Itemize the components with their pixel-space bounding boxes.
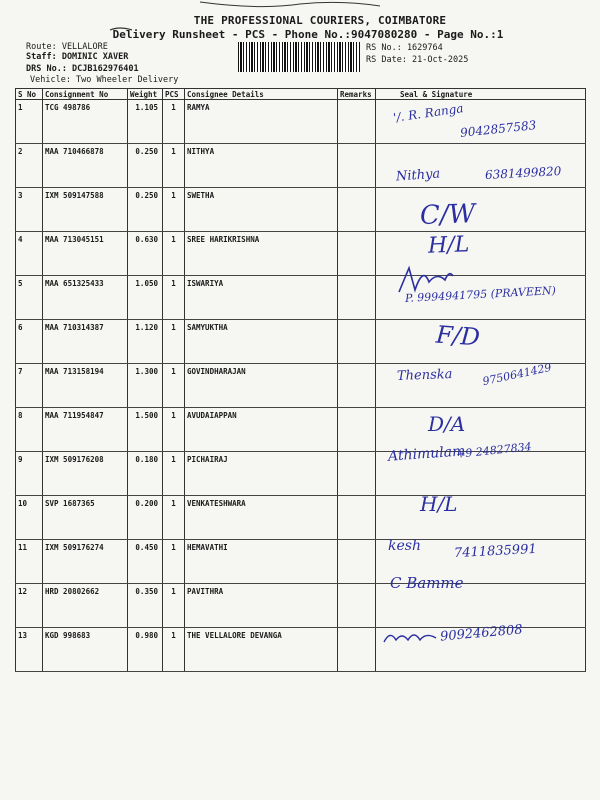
cell-signature [376, 496, 586, 540]
cell-weight: 0.450 [128, 540, 163, 584]
cell-pcs: 1 [163, 408, 185, 452]
cell-sno: 1 [16, 100, 43, 144]
cell-sno: 11 [16, 540, 43, 584]
cell-consignee: ISWARIYA [185, 276, 338, 320]
cell-sno: 7 [16, 364, 43, 408]
cell-remarks [338, 364, 376, 408]
cell-weight: 1.120 [128, 320, 163, 364]
table-row [16, 364, 586, 408]
cell-signature [376, 320, 586, 364]
cell-pcs: 1 [163, 364, 185, 408]
cell-sno: 13 [16, 628, 43, 672]
cell-pcs: 1 [163, 188, 185, 232]
cell-remarks [338, 540, 376, 584]
cell-weight: 1.105 [128, 100, 163, 144]
table-row [16, 144, 586, 188]
cell-consignment: HRD 20802662 [43, 584, 128, 628]
staff-label: Staff: DOMINIC XAVER [26, 52, 129, 62]
cell-remarks [338, 232, 376, 276]
cell-consignee: SWETHA [185, 188, 338, 232]
table-row [16, 496, 586, 540]
cell-signature [376, 188, 586, 232]
cell-signature [376, 452, 586, 496]
cell-sno: 9 [16, 452, 43, 496]
cell-remarks [338, 584, 376, 628]
cell-pcs: 1 [163, 628, 185, 672]
table-row [16, 584, 586, 628]
cell-consignee: NITHYA [185, 144, 338, 188]
cell-consignee: PAVITHRA [185, 584, 338, 628]
mark-harikrishna: H/L [427, 232, 470, 259]
table-row [16, 408, 586, 452]
runsheet-table [15, 88, 586, 672]
phone-ramya: 9042857583 [459, 118, 537, 140]
company-name: THE PROFESSIONAL COURIERS, COIMBATORE [193, 14, 447, 27]
signature-hemavathi: kesh [388, 538, 421, 554]
mark-avudaiappan: D/A [428, 412, 466, 436]
table-row [16, 320, 586, 364]
rs-number: RS No.: 1629764 [366, 43, 443, 53]
table-row [16, 100, 586, 144]
cell-signature [376, 100, 586, 144]
cell-consignee: HEMAVATHI [185, 540, 338, 584]
cell-signature [376, 628, 586, 672]
cell-consignee: VENKATESHWARA [185, 496, 338, 540]
signature-pichairaj: Athimulam [387, 443, 466, 465]
cell-remarks [338, 276, 376, 320]
cell-weight: 0.250 [128, 144, 163, 188]
col-signature: Seal & Signature [376, 89, 586, 100]
mark-swetha: C/W [419, 199, 476, 231]
cell-consignment: SVP 1687365 [43, 496, 128, 540]
cell-sno: 10 [16, 496, 43, 540]
table-row [16, 276, 586, 320]
cell-consignee: PICHAIRAJ [185, 452, 338, 496]
mark-samyuktha: F/D [435, 320, 481, 352]
rs-date: RS Date: 21-Oct-2025 [366, 55, 469, 65]
cell-signature [376, 584, 586, 628]
cell-remarks [338, 320, 376, 364]
cell-sno: 5 [16, 276, 43, 320]
table-row [16, 232, 586, 276]
drs-number: DRS No.: DCJB162976401 [26, 64, 139, 74]
cell-sno: 3 [16, 188, 43, 232]
cell-consignment: KGD 998683 [43, 628, 128, 672]
barcode [238, 42, 360, 72]
cell-weight: 0.250 [128, 188, 163, 232]
cell-pcs: 1 [163, 584, 185, 628]
cell-consignee: RAMYA [185, 100, 338, 144]
cell-consignee: GOVINDHARAJAN [185, 364, 338, 408]
table-header-row [16, 89, 586, 100]
cell-consignment: MAA 710314387 [43, 320, 128, 364]
cell-signature [376, 276, 586, 320]
cell-pcs: 1 [163, 144, 185, 188]
cell-weight: 0.200 [128, 496, 163, 540]
signature-nithya: Nithya [395, 166, 441, 185]
cell-consignment: IXM 509147588 [43, 188, 128, 232]
cell-weight: 0.630 [128, 232, 163, 276]
cell-consignment: IXM 509176274 [43, 540, 128, 584]
cell-consignee: THE VELLALORE DEVANGA [185, 628, 338, 672]
cell-sno: 6 [16, 320, 43, 364]
cell-signature [376, 540, 586, 584]
cell-consignee: AVUDAIAPPAN [185, 408, 338, 452]
cell-sno: 12 [16, 584, 43, 628]
cell-consignee: SREE HARIKRISHNA [185, 232, 338, 276]
cell-pcs: 1 [163, 540, 185, 584]
table-row [16, 628, 586, 672]
cell-remarks [338, 496, 376, 540]
cell-pcs: 1 [163, 276, 185, 320]
cell-pcs: 1 [163, 100, 185, 144]
mark-venkateshwara: H/L [420, 492, 458, 516]
cell-consignment: TCG 498786 [43, 100, 128, 144]
cell-remarks [338, 452, 376, 496]
col-sno: S No [16, 89, 43, 100]
cell-pcs: 1 [163, 496, 185, 540]
cell-consignment: MAA 713158194 [43, 364, 128, 408]
cell-consignment: MAA 713045151 [43, 232, 128, 276]
cell-sno: 4 [16, 232, 43, 276]
cell-signature [376, 364, 586, 408]
table-row [16, 540, 586, 584]
cell-consignee: SAMYUKTHA [185, 320, 338, 364]
cell-weight: 1.050 [128, 276, 163, 320]
phone-hemavathi: 7411835991 [453, 541, 538, 562]
cell-sno: 8 [16, 408, 43, 452]
col-consignment: Consignment No [43, 89, 128, 100]
col-pcs: PCS [163, 89, 185, 100]
phone-govindharajan: 9750641429 [481, 360, 553, 389]
cell-weight: 1.300 [128, 364, 163, 408]
signature-ramya: '/. R. Ranga [392, 101, 465, 125]
cell-consignment: IXM 509176208 [43, 452, 128, 496]
runsheet-title: Delivery Runsheet - PCS - Phone No.:9047080280 - Page No.:1 [112, 28, 504, 41]
phone-pichairaj: +9 24827834 [455, 440, 533, 461]
col-consignee: Consignee Details [185, 89, 338, 100]
cell-signature [376, 232, 586, 276]
cell-consignment: MAA 710466878 [43, 144, 128, 188]
phone-devanga: 9092462808 [439, 622, 524, 645]
signature-govindharajan: Thenska [396, 367, 453, 384]
cell-remarks [338, 188, 376, 232]
cell-pcs: 1 [163, 232, 185, 276]
cell-signature [376, 144, 586, 188]
cell-pcs: 1 [163, 320, 185, 364]
col-weight: Weight [128, 89, 163, 100]
cell-consignment: MAA 711954847 [43, 408, 128, 452]
cell-remarks [338, 144, 376, 188]
cell-weight: 0.180 [128, 452, 163, 496]
cell-sno: 2 [16, 144, 43, 188]
col-remarks: Remarks [338, 89, 376, 100]
vehicle-label: Vehicle: Two Wheeler Delivery [30, 75, 179, 85]
cell-weight: 0.350 [128, 584, 163, 628]
phone-iswariya: P. 9994941795 (PRAVEEN) [404, 284, 557, 305]
cell-signature [376, 408, 586, 452]
route-label: Route: VELLALORE [26, 42, 108, 52]
table-row [16, 452, 586, 496]
phone-nithya: 6381499820 [484, 164, 562, 182]
cell-pcs: 1 [163, 452, 185, 496]
cell-consignment: MAA 651325433 [43, 276, 128, 320]
cell-remarks [338, 628, 376, 672]
cell-weight: 0.980 [128, 628, 163, 672]
cell-weight: 1.500 [128, 408, 163, 452]
cell-remarks [338, 408, 376, 452]
cell-remarks [338, 100, 376, 144]
table-row [16, 188, 586, 232]
signature-pavithra: C Bamme [390, 574, 464, 592]
